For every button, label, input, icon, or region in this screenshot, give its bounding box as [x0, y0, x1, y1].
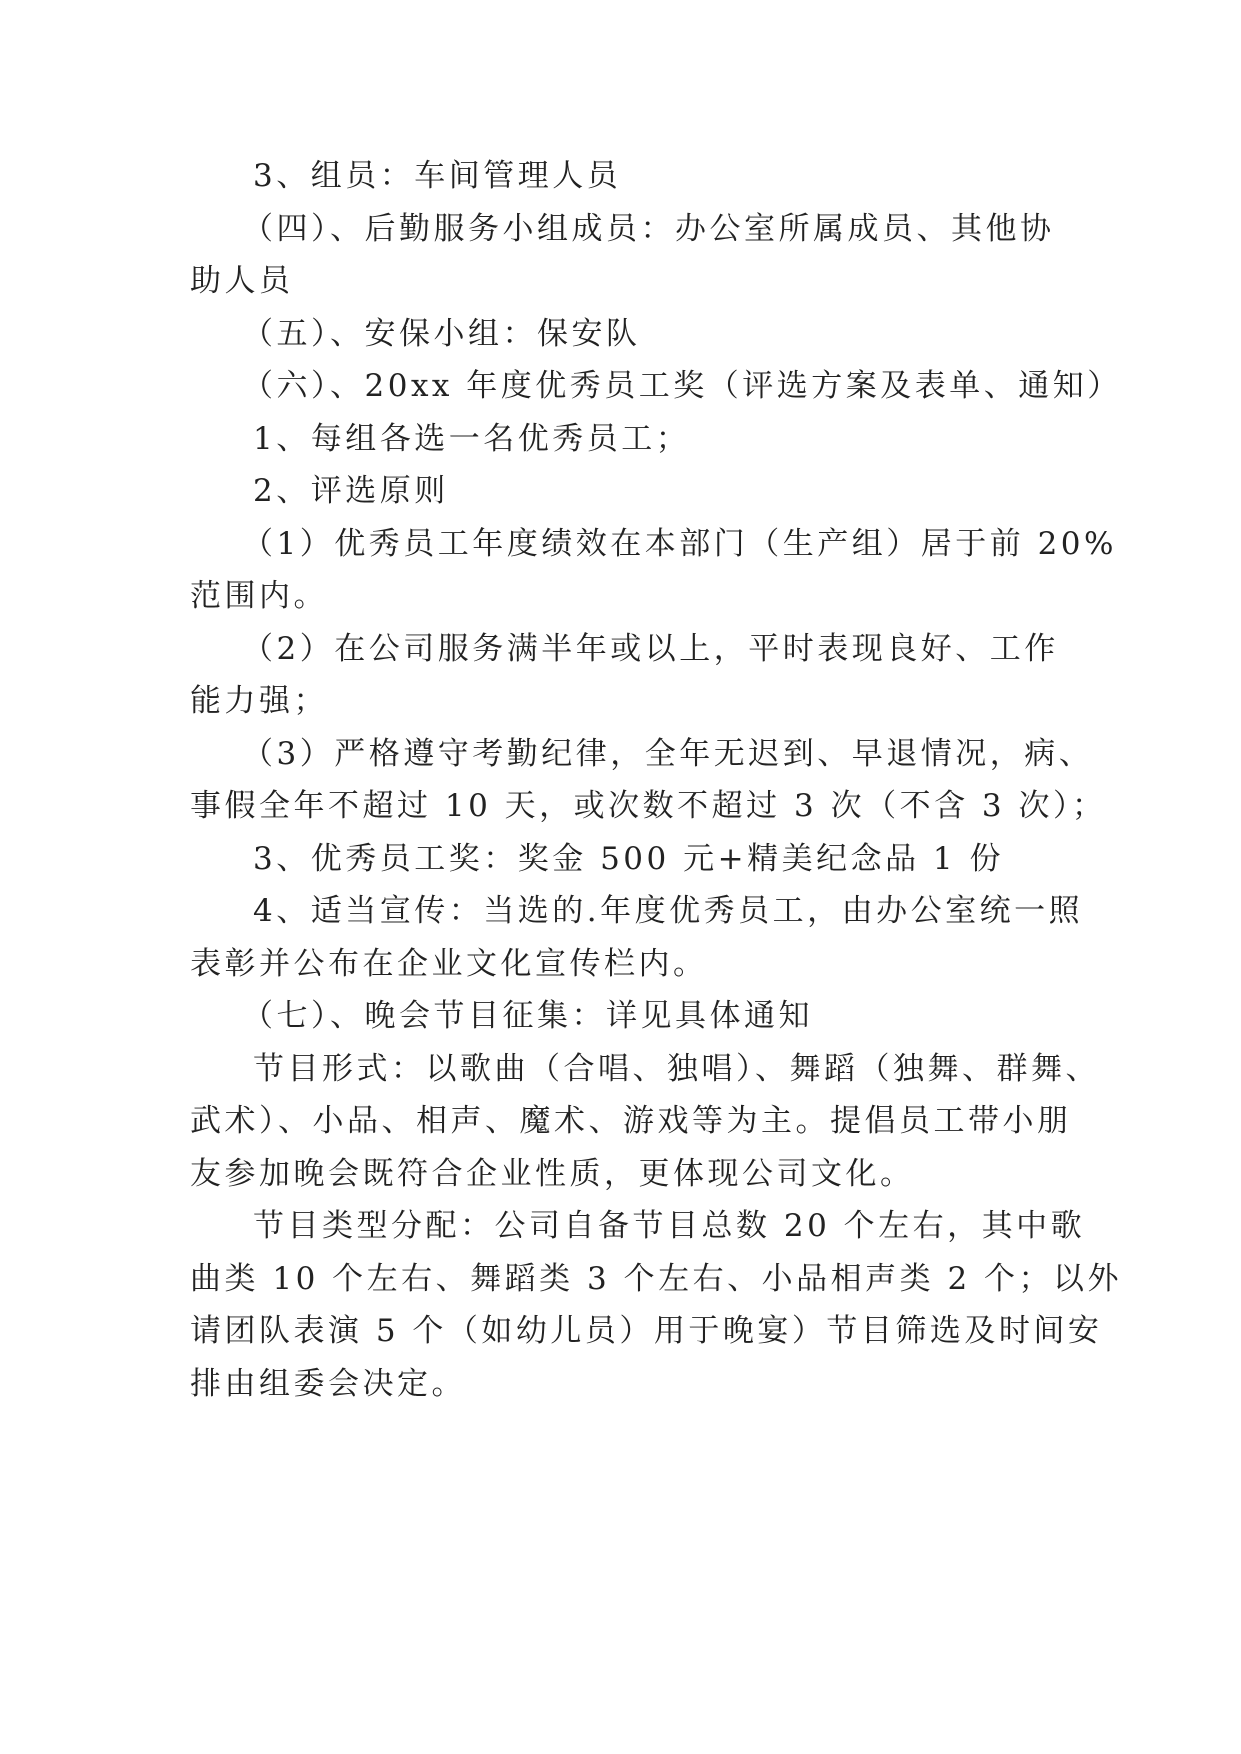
paragraph-line: 3、优秀员工奖：奖金 500 元+精美纪念品 1 份 — [253, 840, 1005, 877]
paragraph-line: （1）优秀员工年度绩效在本部门（生产组）居于前 20% — [242, 525, 1117, 562]
paragraph-line: 3、组员：车间管理人员 — [253, 158, 622, 194]
paragraph-line: （2）在公司服务满半年或以上，平时表现良好、工作 — [242, 630, 1059, 667]
paragraph-line: （3）严格遵守考勤纪律，全年无迟到、早退情况，病、 — [242, 735, 1094, 772]
paragraph-line: （六）、20xx 年度优秀员工奖（评选方案及表单、通知） — [242, 368, 1122, 404]
document-body — [190, 150, 1123, 1410]
paragraph-line: （四）、后勤服务小组成员：办公室所属成员、其他协 — [242, 210, 1055, 247]
paragraph-line: 表彰并公布在企业文化宣传栏内。 — [190, 945, 708, 982]
paragraph-line: 曲类 10 个左右、舞蹈类 3 个左右、小品相声类 2 个；以外 — [190, 1260, 1123, 1297]
paragraph-line: 武术）、小品、相声、魔术、游戏等为主。提倡员工带小朋 — [190, 1103, 1072, 1139]
paragraph-line: 友参加晚会既符合企业性质，更体现公司文化。 — [190, 1155, 915, 1192]
paragraph-line: 2、评选原则 — [253, 473, 449, 509]
paragraph-line: 助人员 — [190, 263, 294, 299]
paragraph-line: 节目类型分配：公司自备节目总数 20 个左右，其中歌 — [253, 1208, 1086, 1244]
paragraph-line: 事假全年不超过 10 天，或次数不超过 3 次（不含 3 次）； — [190, 788, 1107, 824]
paragraph-line: 4、适当宣传：当选的.年度优秀员工，由办公室统一照 — [253, 893, 1084, 929]
paragraph-line: 排由组委会决定。 — [190, 1365, 466, 1402]
paragraph-line: 范围内。 — [190, 578, 328, 614]
paragraph-line: 1、每组各选一名优秀员工； — [253, 420, 691, 457]
paragraph-line: 节目形式：以歌曲（合唱、独唱）、舞蹈（独舞、群舞、 — [253, 1050, 1100, 1087]
paragraph-line: （七）、晚会节目征集：详见具体通知 — [242, 998, 813, 1034]
paragraph-line: 请团队表演 5 个（如幼儿员）用于晚宴）节目筛选及时间安 — [190, 1313, 1103, 1349]
paragraph-line: 能力强； — [190, 683, 328, 719]
paragraph-line: （五）、安保小组：保安队 — [242, 315, 641, 352]
